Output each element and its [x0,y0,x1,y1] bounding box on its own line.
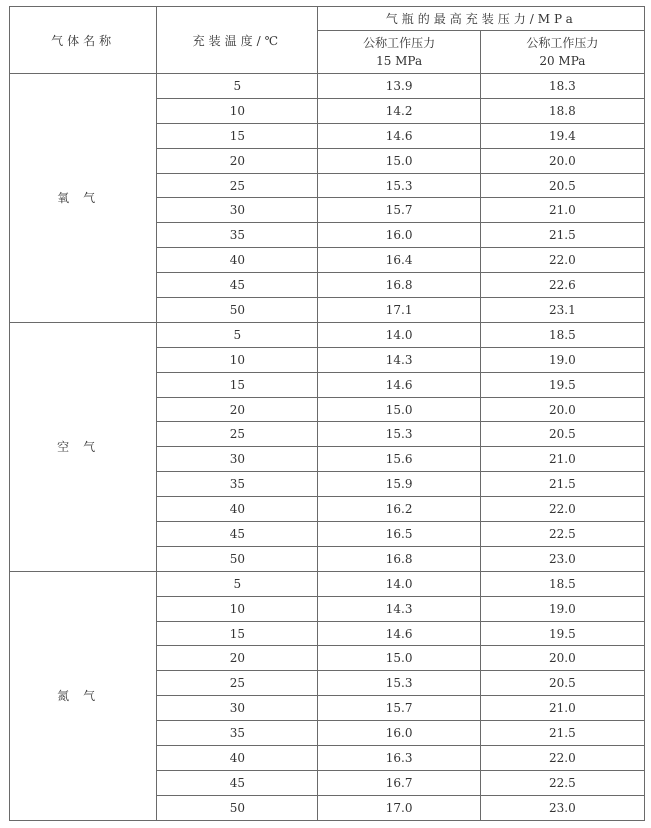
pressure-15mpa-cell: 16.5 [318,522,480,547]
pressure-20mpa-cell: 19.0 [480,347,644,372]
pressure-15mpa-cell: 14.3 [318,596,480,621]
gas-name-cell: 空气 [10,322,157,571]
table-body [10,74,645,821]
pressure-15mpa-cell: 14.3 [318,347,480,372]
pressure-20mpa-cell: 22.0 [480,497,644,522]
temperature-cell: 45 [157,522,318,547]
pressure-15mpa-cell: 14.6 [318,372,480,397]
pressure-20mpa-cell: 20.0 [480,397,644,422]
pressure-15mpa-cell: 14.6 [318,123,480,148]
pressure-15mpa-cell: 16.0 [318,223,480,248]
pressure-15mpa-cell: 16.8 [318,273,480,298]
pressure-15mpa-cell: 14.0 [318,571,480,596]
temperature-cell: 40 [157,248,318,273]
pressure-20mpa-cell: 22.6 [480,273,644,298]
temperature-cell: 15 [157,621,318,646]
pressure-20mpa-cell: 23.0 [480,546,644,571]
temperature-cell: 25 [157,422,318,447]
temperature-cell: 50 [157,546,318,571]
pressure-15mpa-cell: 14.6 [318,621,480,646]
temperature-cell: 50 [157,298,318,323]
temperature-cell: 25 [157,173,318,198]
table-row [10,74,645,99]
pressure-20mpa-cell: 18.8 [480,98,644,123]
pressure-15mpa-cell: 13.9 [318,74,480,99]
temperature-cell: 40 [157,497,318,522]
header-col-20mpa [480,31,644,74]
pressure-15mpa-cell: 14.2 [318,98,480,123]
pressure-15mpa-cell: 15.3 [318,422,480,447]
pressure-15mpa-cell: 14.0 [318,322,480,347]
pressure-20mpa-cell: 19.4 [480,123,644,148]
temperature-cell: 25 [157,671,318,696]
temperature-cell: 15 [157,123,318,148]
pressure-20mpa-cell: 19.5 [480,372,644,397]
temperature-cell: 40 [157,746,318,771]
temperature-cell: 5 [157,571,318,596]
gas-name-cell: 氮气 [10,571,157,820]
filling-pressure-table [9,6,645,821]
temperature-cell: 10 [157,98,318,123]
temperature-cell: 45 [157,770,318,795]
pressure-15mpa-cell: 17.1 [318,298,480,323]
temperature-cell: 30 [157,696,318,721]
pressure-15mpa-cell: 15.0 [318,646,480,671]
pressure-20mpa-cell: 22.5 [480,770,644,795]
temperature-cell: 5 [157,74,318,99]
pressure-20mpa-cell: 22.0 [480,248,644,273]
temperature-cell: 5 [157,322,318,347]
header-col-20mpa-line2: 20 MPa [539,54,586,68]
pressure-20mpa-cell: 21.0 [480,198,644,223]
pressure-15mpa-cell: 15.9 [318,472,480,497]
temperature-cell: 35 [157,472,318,497]
pressure-15mpa-cell: 15.3 [318,671,480,696]
pressure-20mpa-cell: 18.5 [480,322,644,347]
header-col-15mpa [318,31,480,74]
pressure-15mpa-cell: 16.7 [318,770,480,795]
pressure-20mpa-cell: 20.5 [480,671,644,696]
table-row [10,322,645,347]
temperature-cell: 50 [157,795,318,820]
pressure-20mpa-cell: 21.5 [480,472,644,497]
pressure-15mpa-cell: 17.0 [318,795,480,820]
pressure-15mpa-cell: 16.3 [318,746,480,771]
temperature-cell: 10 [157,347,318,372]
pressure-15mpa-cell: 15.7 [318,198,480,223]
pressure-15mpa-cell: 16.4 [318,248,480,273]
temperature-cell: 20 [157,397,318,422]
header-col-15mpa-line2: 15 MPa [376,54,423,68]
temperature-cell: 15 [157,372,318,397]
pressure-20mpa-cell: 20.0 [480,646,644,671]
pressure-20mpa-cell: 20.0 [480,148,644,173]
pressure-15mpa-cell: 16.0 [318,721,480,746]
pressure-20mpa-cell: 19.5 [480,621,644,646]
pressure-20mpa-cell: 23.0 [480,795,644,820]
pressure-20mpa-cell: 22.0 [480,746,644,771]
gas-name-cell: 氧气 [10,74,157,323]
temperature-cell: 30 [157,198,318,223]
pressure-20mpa-cell: 21.0 [480,696,644,721]
table-row [10,571,645,596]
pressure-15mpa-cell: 15.3 [318,173,480,198]
pressure-20mpa-cell: 21.5 [480,223,644,248]
pressure-15mpa-cell: 15.7 [318,696,480,721]
pressure-15mpa-cell: 15.0 [318,397,480,422]
header-max-pressure: 气瓶的最高充装压力/MPa [318,7,645,31]
temperature-cell: 20 [157,148,318,173]
temperature-cell: 10 [157,596,318,621]
pressure-15mpa-cell: 16.8 [318,546,480,571]
temperature-cell: 35 [157,721,318,746]
header-col-20mpa-line1: 公称工作压力 [526,36,599,50]
header-temperature: 充装温度/℃ [157,7,318,74]
temperature-cell: 45 [157,273,318,298]
temperature-cell: 30 [157,447,318,472]
pressure-15mpa-cell: 15.6 [318,447,480,472]
pressure-20mpa-cell: 19.0 [480,596,644,621]
pressure-15mpa-cell: 15.0 [318,148,480,173]
temperature-cell: 20 [157,646,318,671]
pressure-20mpa-cell: 23.1 [480,298,644,323]
temperature-cell: 35 [157,223,318,248]
pressure-20mpa-cell: 20.5 [480,422,644,447]
pressure-20mpa-cell: 18.3 [480,74,644,99]
pressure-20mpa-cell: 20.5 [480,173,644,198]
pressure-20mpa-cell: 21.5 [480,721,644,746]
header-gas-name: 气体名称 [10,7,157,74]
pressure-20mpa-cell: 21.0 [480,447,644,472]
pressure-20mpa-cell: 18.5 [480,571,644,596]
pressure-15mpa-cell: 16.2 [318,497,480,522]
pressure-20mpa-cell: 22.5 [480,522,644,547]
header-col-15mpa-line1: 公称工作压力 [363,36,436,50]
